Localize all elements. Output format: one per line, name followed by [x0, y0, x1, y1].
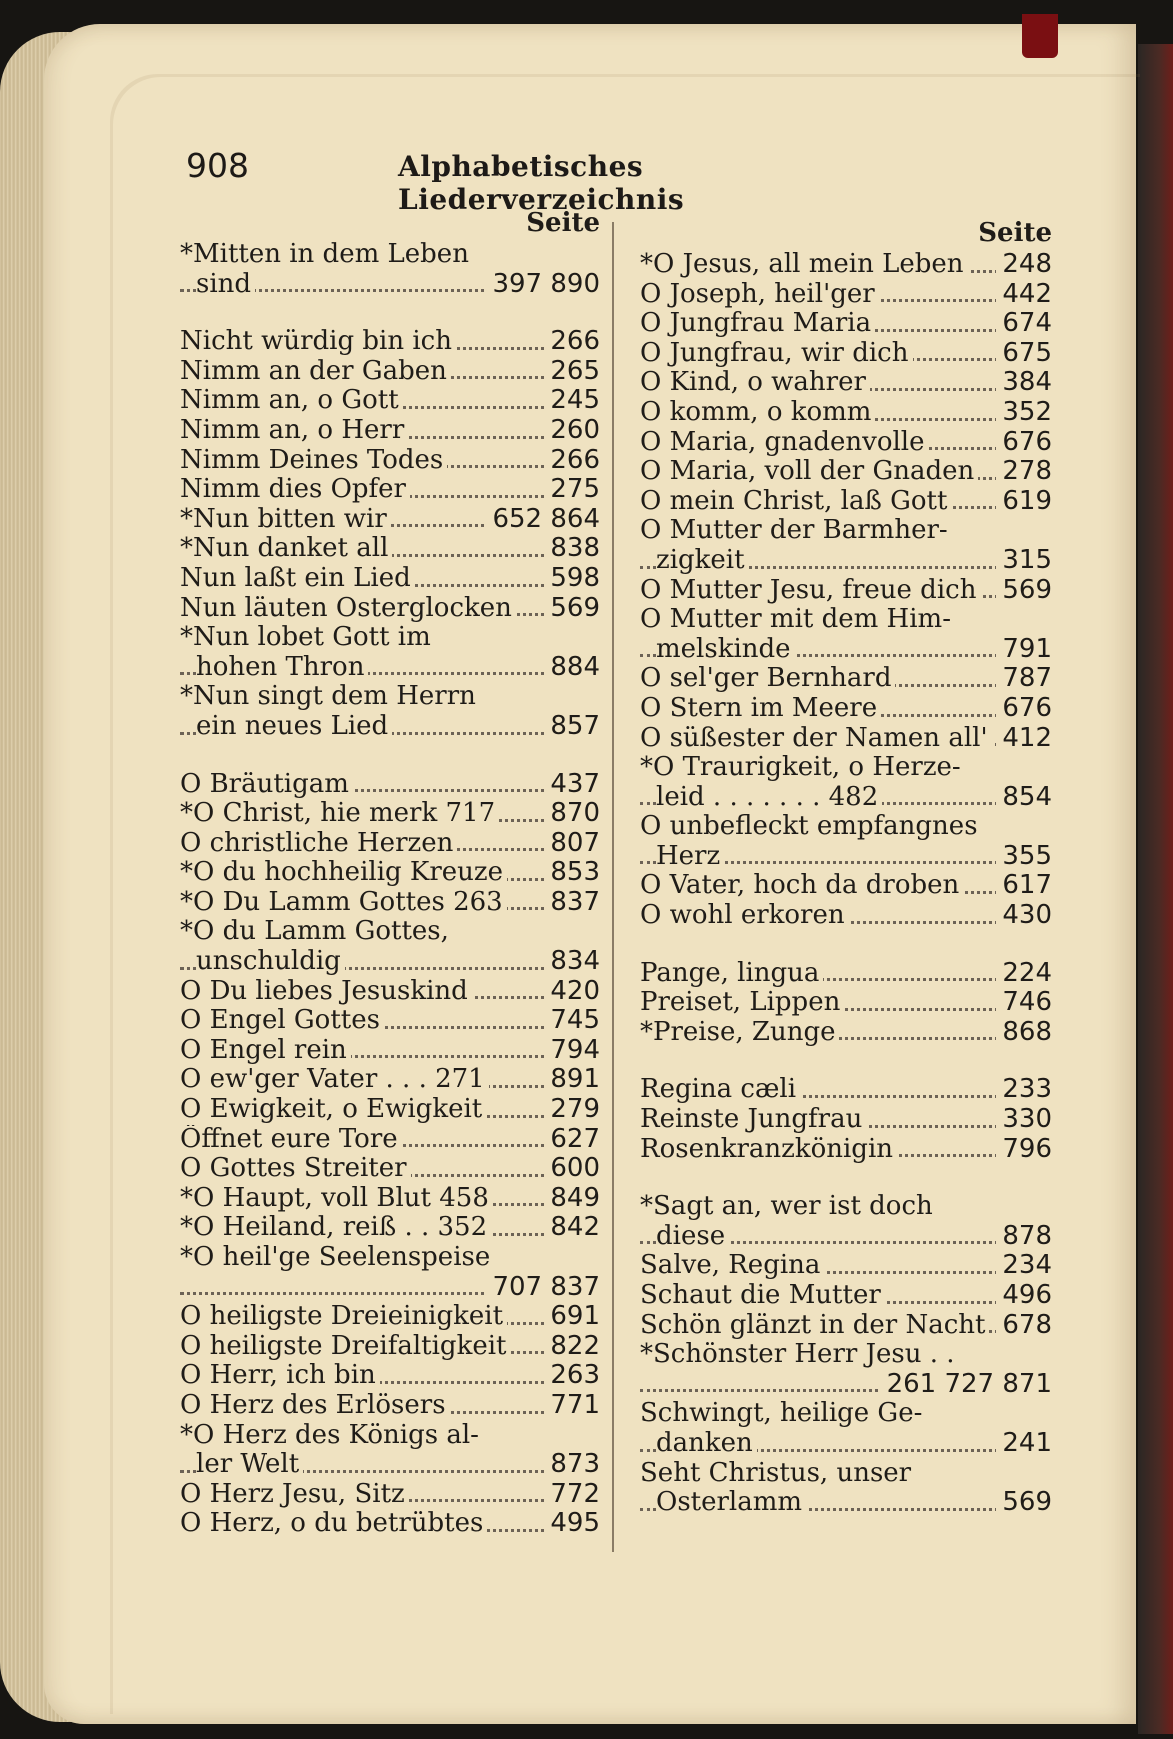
entry-title: sind — [196, 270, 255, 300]
entry-title: *Schönster Herr Jesu . . — [640, 1340, 959, 1370]
entry-title: O Maria, gnadenvolle — [640, 428, 929, 458]
entry-title: *O du hochheilig Kreuze — [180, 858, 507, 888]
index-entry — [640, 1459, 1052, 1489]
entry-page-number: 772 — [544, 1480, 600, 1510]
entry-page-number: 278 — [996, 457, 1052, 487]
entry-title: Salve, Regina — [640, 1251, 824, 1281]
entry-page-number: 674 — [996, 309, 1052, 339]
entry-page-number: 600 — [544, 1154, 600, 1184]
entry-page-number: 652 864 — [486, 505, 600, 535]
entry-page-number: 854 — [996, 783, 1052, 813]
entry-page-number: 279 — [544, 1095, 600, 1125]
entry-title: *O Herz des Königs al- — [180, 1421, 483, 1451]
index-entry — [180, 858, 600, 888]
index-entry — [640, 368, 1052, 398]
entry-title: O Maria, voll der Gnaden — [640, 457, 978, 487]
index-entry — [640, 487, 1052, 517]
entry-title: O Vater, hoch da droben — [640, 871, 963, 901]
index-entry — [640, 576, 1052, 606]
entry-title: O Ewigkeit, o Ewigkeit — [180, 1095, 486, 1125]
entry-page-number: 598 — [544, 564, 600, 594]
index-entry — [640, 783, 1052, 813]
entry-title: O Mutter Jesu, freue dich — [640, 576, 980, 606]
book-binding — [1138, 44, 1173, 1734]
entry-page-number: 266 — [544, 446, 600, 476]
entry-title: O Herz des Erlösers — [180, 1391, 450, 1421]
entry-title: Preiset, Lippen — [640, 988, 844, 1018]
entry-title: O Herr, ich bin — [180, 1361, 380, 1391]
index-entry — [180, 1302, 600, 1332]
entry-title: O wohl erkoren — [640, 901, 849, 931]
entry-page-number: 878 — [996, 1222, 1052, 1252]
entry-page-number: 873 — [544, 1450, 600, 1480]
entry-title: Osterlamm — [656, 1488, 806, 1518]
index-entry — [180, 1125, 600, 1155]
entry-page-number: 870 — [544, 799, 600, 829]
entry-title: O Stern im Meere — [640, 694, 881, 724]
entry-page-number: 224 — [996, 959, 1052, 989]
entry-title: Herz — [656, 842, 724, 872]
index-entry — [180, 1184, 600, 1214]
entry-page-number: 787 — [996, 664, 1052, 694]
index-entry — [640, 1251, 1052, 1281]
entry-page-number: 891 — [544, 1065, 600, 1095]
entry-title: ein neues Lied — [196, 712, 392, 742]
index-entry — [640, 1370, 1052, 1400]
index-entry — [640, 842, 1052, 872]
column-divider — [612, 222, 614, 1552]
entry-title: melskinde — [656, 635, 795, 665]
entry-page-number: 260 — [544, 416, 600, 446]
entry-title: *O heil'ge Seelenspeise — [180, 1243, 494, 1273]
entry-title: *Nun danket all — [180, 534, 392, 564]
entry-page-number: 569 — [544, 594, 600, 624]
index-entry — [180, 1006, 600, 1036]
entry-title: O christliche Herzen — [180, 829, 457, 859]
entry-title: Nimm Deines Todes — [180, 446, 447, 476]
index-entry — [640, 635, 1052, 665]
index-entry — [640, 605, 1052, 635]
entry-title: Nun läuten Osterglocken — [180, 594, 516, 624]
entry-title: Öffnet eure Tore — [180, 1125, 402, 1155]
index-entry — [640, 1222, 1052, 1252]
bookmark-ribbon — [1022, 14, 1058, 58]
index-entry — [640, 398, 1052, 428]
index-entry — [180, 977, 600, 1007]
index-entry — [180, 1480, 600, 1510]
index-entry — [640, 250, 1052, 280]
index-entry — [640, 724, 1052, 754]
entry-title: O komm, o komm — [640, 398, 875, 428]
entry-title: Nicht würdig bin ich — [180, 327, 456, 357]
index-entry — [180, 1213, 600, 1243]
index-entry — [180, 1361, 600, 1391]
entry-title: O Joseph, heil'ger — [640, 280, 879, 310]
entry-title: O sel'ger Bernhard — [640, 664, 895, 694]
entry-title: O Engel rein — [180, 1036, 351, 1066]
index-entry — [640, 457, 1052, 487]
entry-title: O Jungfrau Maria — [640, 309, 875, 339]
index-entry — [180, 1243, 600, 1273]
entry-title: *Sagt an, wer ist doch — [640, 1192, 937, 1222]
entry-title: *O Traurigkeit, o Herze- — [640, 753, 965, 783]
index-entry — [180, 1509, 600, 1539]
entry-page-number: 495 — [544, 1509, 600, 1539]
index-entry — [640, 1105, 1052, 1135]
entry-title: Seht Christus, unser — [640, 1459, 915, 1489]
entry-page-number: 707 837 — [486, 1273, 600, 1303]
entry-page-number: 569 — [996, 1488, 1052, 1518]
index-entry — [640, 1340, 1052, 1370]
index-entry — [180, 888, 600, 918]
right-entry-list — [640, 250, 1052, 1518]
right-column — [640, 218, 1052, 1518]
page-number: 908 — [186, 146, 249, 185]
index-entry — [640, 1488, 1052, 1518]
entry-page-number: 315 — [996, 546, 1052, 576]
index-entry — [640, 1135, 1052, 1165]
entry-page-number: 420 — [544, 977, 600, 1007]
index-entry — [180, 564, 600, 594]
entry-title: Nimm an, o Herr — [180, 416, 408, 446]
index-entry — [640, 988, 1052, 1018]
entry-page-number: 397 890 — [486, 270, 600, 300]
entry-page-number: 263 — [544, 1361, 600, 1391]
entry-title: O Herz Jesu, Sitz — [180, 1480, 409, 1510]
index-entry — [180, 799, 600, 829]
index-entry — [180, 386, 600, 416]
index-entry — [180, 270, 600, 300]
entry-title: zigkeit — [656, 546, 749, 576]
entry-page-number: 496 — [996, 1281, 1052, 1311]
entry-page-number: 771 — [544, 1391, 600, 1421]
entry-title: O Kind, o wahrer — [640, 368, 870, 398]
entry-title: Reinste Jungfrau — [640, 1105, 866, 1135]
index-entry — [640, 1429, 1052, 1459]
index-entry — [640, 694, 1052, 724]
index-entry — [180, 1450, 600, 1480]
index-entry — [180, 327, 600, 357]
seite-label: Seite — [978, 218, 1052, 248]
index-entry — [180, 770, 600, 800]
entry-page-number: 352 — [996, 398, 1052, 428]
index-entry — [640, 871, 1052, 901]
entry-page-number: 384 — [996, 368, 1052, 398]
index-entry — [640, 1018, 1052, 1048]
index-entry — [640, 516, 1052, 546]
entry-page-number: 437 — [544, 770, 600, 800]
entry-page-number: 838 — [544, 534, 600, 564]
index-entry — [180, 240, 600, 270]
index-entry — [180, 446, 600, 476]
entry-page-number: 868 — [996, 1018, 1052, 1048]
entry-page-number: 678 — [996, 1311, 1052, 1341]
entry-title: O Mutter mit dem Him- — [640, 605, 955, 635]
entry-page-number: 807 — [544, 829, 600, 859]
entry-title: *O Haupt, voll Blut 458 — [180, 1184, 493, 1214]
entry-title: O ew'ger Vater . . . 271 — [180, 1065, 489, 1095]
index-entry — [180, 1391, 600, 1421]
entry-title: *O du Lamm Gottes, — [180, 917, 453, 947]
entry-title: O mein Christ, laß Gott — [640, 487, 951, 517]
entry-title: diese — [656, 1222, 729, 1252]
entry-title: *Preise, Zunge — [640, 1018, 839, 1048]
index-entry — [180, 947, 600, 977]
entry-page-number: 241 — [996, 1429, 1052, 1459]
index-entry — [180, 829, 600, 859]
entry-page-number: 330 — [996, 1105, 1052, 1135]
entry-title: Nimm an der Gaben — [180, 357, 451, 387]
entry-title: Nun laßt ein Lied — [180, 564, 415, 594]
entry-page-number: 853 — [544, 858, 600, 888]
entry-title: *Nun lobet Gott im — [180, 623, 435, 653]
entry-title: O Gottes Streiter — [180, 1154, 411, 1184]
entry-page-number: 627 — [544, 1125, 600, 1155]
entry-title: Schön glänzt in der Nacht — [640, 1311, 989, 1341]
index-entry — [180, 623, 600, 653]
entry-page-number: 884 — [544, 653, 600, 683]
index-entry — [180, 1273, 600, 1303]
entry-page-number: 791 — [996, 635, 1052, 665]
entry-title: *O Heiland, reiß . . 352 — [180, 1213, 491, 1243]
index-entry — [180, 505, 600, 535]
seite-label: Seite — [526, 208, 600, 238]
entry-title: Schaut die Mutter — [640, 1281, 885, 1311]
entry-page-number: 676 — [996, 694, 1052, 724]
entry-page-number: 233 — [996, 1075, 1052, 1105]
entry-title: *O Jesus, all mein Leben — [640, 250, 968, 280]
entry-page-number: 746 — [996, 988, 1052, 1018]
index-entry — [640, 812, 1052, 842]
entry-page-number: 442 — [996, 280, 1052, 310]
entry-page-number: 412 — [996, 724, 1052, 754]
entry-page-number: 275 — [544, 475, 600, 505]
index-entry — [180, 1421, 600, 1451]
index-entry — [180, 917, 600, 947]
entry-page-number: 266 — [544, 327, 600, 357]
left-column — [180, 208, 600, 1539]
entry-page-number: 745 — [544, 1006, 600, 1036]
left-entry-list — [180, 240, 600, 1539]
entry-page-number: 245 — [544, 386, 600, 416]
entry-title: Nimm dies Opfer — [180, 475, 410, 505]
entry-page-number: 691 — [544, 1302, 600, 1332]
entry-title: hohen Thron — [196, 653, 368, 683]
entry-page-number: 265 — [544, 357, 600, 387]
index-entry — [180, 653, 600, 683]
entry-page-number: 842 — [544, 1213, 600, 1243]
entry-title: Regina cæli — [640, 1075, 800, 1105]
index-entry — [640, 339, 1052, 369]
entry-page-number: 857 — [544, 712, 600, 742]
entry-title: *Nun singt dem Herrn — [180, 682, 480, 712]
index-entry — [180, 1154, 600, 1184]
index-entry — [640, 1399, 1052, 1429]
index-entry — [640, 664, 1052, 694]
entry-title: leid . . . . . . . 482 — [656, 783, 882, 813]
entry-title: O Bräutigam — [180, 770, 353, 800]
entry-page-number: 248 — [996, 250, 1052, 280]
entry-page-number: 834 — [544, 947, 600, 977]
page-header — [186, 146, 826, 216]
entry-page-number: 619 — [996, 487, 1052, 517]
entry-title: Rosenkranzkönigin — [640, 1135, 897, 1165]
index-entry — [640, 959, 1052, 989]
entry-page-number: 261 727 871 — [881, 1370, 1052, 1400]
index-entry — [640, 546, 1052, 576]
entry-page-number: 794 — [544, 1036, 600, 1066]
entry-page-number: 430 — [996, 901, 1052, 931]
index-entry — [180, 1332, 600, 1362]
entry-title: unschuldig — [196, 947, 345, 977]
entry-title: *Mitten in dem Leben — [180, 240, 473, 270]
index-entry — [180, 475, 600, 505]
entry-page-number: 822 — [544, 1332, 600, 1362]
index-entry — [640, 280, 1052, 310]
entry-title: O Herz, o du betrübtes — [180, 1509, 487, 1539]
index-entry — [640, 309, 1052, 339]
entry-title: Pange, lingua — [640, 959, 823, 989]
index-entry — [180, 682, 600, 712]
entry-title: O heiligste Dreifaltigkeit — [180, 1332, 510, 1362]
entry-title: danken — [656, 1429, 757, 1459]
entry-page-number: 796 — [996, 1135, 1052, 1165]
index-entry — [180, 594, 600, 624]
index-entry — [180, 357, 600, 387]
index-entry — [180, 416, 600, 446]
index-entry — [640, 1311, 1052, 1341]
index-entry — [640, 1192, 1052, 1222]
index-entry — [640, 1075, 1052, 1105]
entry-title: O Jungfrau, wir dich — [640, 339, 913, 369]
entry-title: *O Du Lamm Gottes 263 — [180, 888, 507, 918]
entry-title: O Engel Gottes — [180, 1006, 384, 1036]
entry-title: Nimm an, o Gott — [180, 386, 403, 416]
entry-title: *O Christ, hie merk 717 — [180, 799, 499, 829]
entry-page-number: 617 — [996, 871, 1052, 901]
entry-page-number: 569 — [996, 576, 1052, 606]
index-entry — [180, 1065, 600, 1095]
entry-title: O Du liebes Jesuskind — [180, 977, 472, 1007]
entry-title: Schwingt, heilige Ge- — [640, 1399, 926, 1429]
entry-title: O Mutter der Barmher- — [640, 516, 952, 546]
index-entry — [640, 428, 1052, 458]
entry-title: O unbefleckt empfangnes — [640, 812, 982, 842]
entry-page-number: 675 — [996, 339, 1052, 369]
entry-page-number: 234 — [996, 1251, 1052, 1281]
entry-title: O heiligste Dreieinigkeit — [180, 1302, 507, 1332]
index-entry — [180, 534, 600, 564]
entry-page-number: 837 — [544, 888, 600, 918]
entry-page-number: 355 — [996, 842, 1052, 872]
page-title: Alphabetisches Liederverzeichnis — [398, 150, 685, 216]
entry-page-number: 676 — [996, 428, 1052, 458]
entry-title: *Nun bitten wir — [180, 505, 391, 535]
index-entry — [640, 901, 1052, 931]
entry-page-number: 849 — [544, 1184, 600, 1214]
entry-title: O süßester der Namen all' — [640, 724, 992, 754]
index-entry — [640, 1281, 1052, 1311]
entry-title: ler Welt — [196, 1450, 303, 1480]
index-entry — [180, 1095, 600, 1125]
index-entry — [180, 1036, 600, 1066]
index-entry — [180, 712, 600, 742]
index-entry — [640, 753, 1052, 783]
